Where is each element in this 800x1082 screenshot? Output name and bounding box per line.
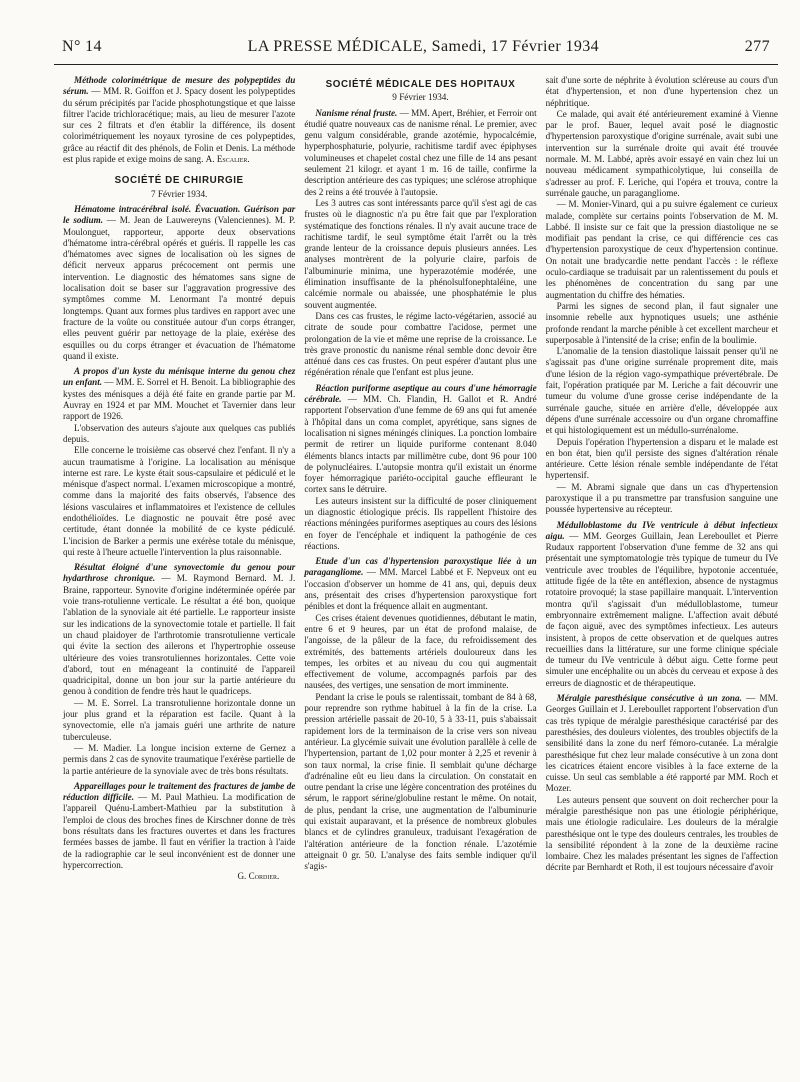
abstract-text: — MM. Marcel Labbé et F. Nepveux ont eu l'occasion d'observer un homme de 41 ans, qui, depuis deux ans, présentait des crises d'hypertension paroxystique fort pénibles et dont la fréquence allait en augmentant. — [304, 567, 537, 612]
abstract-title: Méralgie paresthésique consécutive à un zona. — [556, 693, 742, 704]
journal-title: LA PRESSE MÉDICALE, Samedi, 17 Février 1934 — [247, 38, 600, 55]
abstract-title: Hématome intracérébral isolé. Évacuation. Guérison par le sodium. — [63, 203, 296, 226]
header-rule — [54, 64, 778, 65]
abstract-title: Médulloblastome du IVe ventricule à début infectieux aigu. — [545, 519, 778, 541]
abstract-title: Méthode colorimétrique de mesure des polypeptides du sérum. — [63, 75, 296, 97]
abstract-paragraph — [546, 520, 778, 689]
abstract-text: — M. Paul Mathieu. La modification de l'appareil Quénu-Lambert-Mathieu par la substitution à l'emploi de clous des broches fines de Kirschner donne de très bons résultats dans les fractures ouvertes et dans les fractures fermées basses de jambe. Il faut en vérifier la traction à l'aide de la radiographie car le seul inconvénient est de donner une hypercorrection. — [63, 792, 296, 870]
issue-number: N° 14 — [62, 38, 102, 55]
body-paragraph: sait d'une sorte de néphrite à évolution scléreuse au cours d'un état d'hypertension, et non d'une hypertension chez un néphritique. — [545, 75, 778, 108]
body-paragraph: — M. E. Sorrel. La transrotulienne horizontale donne un jour plus grand et la réparation est facile. Quant à la synovectomie, elle n'a jamais guéri une arthrite de nature tuberculeuse. — [63, 697, 296, 742]
body-paragraph: — M. Monier-Vinard, qui a pu suivre également ce curieux malade, complète sur certains points l'observation de M. M. Labbé. Il insiste sur ce fait que la pression diastolique ne se modifiait pas pendant la crise, ce qui différencie ces cas d'hypertension paroxystique de ceux d'hypertension continue. On notait une bradycardie nette pendant l'accès : le réflexe oculo-cardiaque se traduisait par un ralentissement du pouls et les phénomènes de concentration du sang par une augmentation du chiffre des hématies. — [545, 199, 778, 300]
running-header — [54, 38, 778, 60]
body-paragraph: Les 3 autres cas sont intéressants parce qu'il s'est agi de cas frustes où le diagnostic n'a pu être fait que par l'exploration systématique des fonctions rénales. Il n'y avait aucune trace de rachitisme tardif, le seul symptôme était l'arrêt ou la très grande lenteur de la croissance depuis plusieurs années. Les analyses montrèrent de la polyurie claire, parfois de l'albuminurie minima, une hyperazotémie modérée, une élimination insuffisante de la phénolsulfonephtaléine, une calcémie normale ou abaissée, une phosphatémie le plus souvent augmentée. — [304, 197, 537, 310]
signature: G. Cordier. — [237, 871, 280, 882]
abstract-title: Etude d'un cas d'hypertension paroxystique liée à un paragangliome. — [304, 556, 537, 578]
abstract-paragraph — [546, 693, 778, 795]
body-paragraph: Depuis l'opération l'hypertension a disparu et le malade est en bon état, bien qu'il persiste des signes d'altération rénale antérieure. Cette lésion rénale semble indépendante de l'état hypertensif. — [545, 436, 778, 481]
abstract-paragraph — [63, 562, 295, 698]
column-3 — [546, 75, 778, 882]
text-columns — [54, 75, 778, 882]
abstract-title: Réaction puriforme aseptique au cours d'une hémorragie cérébrale. — [304, 382, 537, 405]
abstract-paragraph — [63, 366, 295, 422]
abstract-text: — MM. Georges Guillain et J. Lereboullet rapportent l'observation d'un cas très typique de méralgie paresthésique caractérisé par des paresthésies, des douleurs violentes, des troubles objectifs de la sensibilité dans la zone du nerf fémoro-cutanée. La méralgie paresthésique fut chez leur malade consécutive à un zona dont les cicatrices étaient encore visibles à la face externe de la cuisse. Un seul cas semblable a été rapporté par MM. Roch et Mozer. — [545, 693, 778, 794]
abstract-paragraph — [304, 108, 536, 198]
abstract-text: — MM. Ch. Flandin, H. Gallot et R. André rapportent l'observation d'une femme de 69 ans qui fut amenée à l'hôpital dans un coma complet, apyrétique, sans signes de localisation ni signes méningés cliniques. La ponction lombaire permit de retirer un liquide puriforme contenant 8.040 éléments blancs intacts par millimètre cube, dont 96 pour 100 de polynucléaires. L'autopsie montra qu'il existait un énorme foyer hémorragique pariéto-occipital gauche effleurant le cortex sans le détruire. — [304, 394, 537, 495]
abstract-paragraph — [63, 75, 295, 165]
body-paragraph: Pendant la crise le pouls se ralentissait, tombant de 84 à 68, pour reprendre son rythme habituel à la fin de la crise. La pression artérielle passait de 20-10, 5 à 33-11, puis s'abaissait rapidement lors de la terminaison de la crise vers son niveau antérieur. La glycémie suivait une évolution parallèle à celle de l'hypertension, partant de 1,02 pour monter à 2,25 et revenir à son taux normal, la crise finie. Il semblait qu'une décharge d'adrénaline eût eu lieu dans la circulation. On constatait en outre pendant la crise une légère concentration des protéines du sérum, le rapport sérine/globuline restant le même. On notait, de plus, pendant la crise, une augmentation de l'albuminurie qui existait auparavant, et la présence de nombreux globules blancs et de cylindres granuleux, traduisant l'exagération de l'altération antérieure de la fonction rénale. L'azotémie atteignait 0 gr. 50. L'analyse des faits semble indiquer qu'il s'agis- — [304, 691, 537, 872]
body-paragraph: L'observation des auteurs s'ajoute aux quelques cas publiés depuis. — [63, 422, 296, 444]
body-paragraph: Parmi les signes de second plan, il faut signaler une insomnie rebelle aux hypnotiques usuels; une asthénie profonde rendant la marche pénible à cet excellent marcheur et superposable à l'intensité de la crise; enfin de la boulimie. — [545, 300, 778, 345]
body-paragraph: Elle concerne le troisième cas observé chez l'enfant. Il n'y a aucun traumatisme à l'origine. La localisation au ménisque interne est rare. Le kyste était sous-capsulaire et pédiculé et le ménisque d'aspect normal. L'examen microscopique a montré, comme dans la majorité des faits observés, l'absence des lésions vasculaires et inflammatoires et l'existence de cellules endothélioïdes. Le diagnostic ne pouvait être posé avec certitude, étant donnée la mobilité de ce kyste pédiculé. L'incision de Barker a permis une exérèse totale du ménisque, qui reste à l'heure actuelle l'intervention la plus raisonnable. — [63, 445, 296, 557]
abstract-text: — M. Raymond Bernard. M. J. Braine, rapporteur. Synovite d'origine indéterminée opérée par voie trans-rotulienne verticale. Le résultat a été bon, quoique l'ablation de la synoviale ait été partielle. Le rapporteur insiste sur les indications de la synovectomie totale et partielle. Il fait un chaud plaidoyer de l'arthrotomie transrotulienne verticale qui évite la section des ailerons et l'hypertrophie osseuse ultérieure des voies transrotuliennes horizontales. Cette voie d'abord, tout en ménageant la continuité de l'appareil quadricipital, donne un bon jour sur la partie antérieure du genou à condition de fendre très haut le quadriceps. — [63, 573, 296, 697]
body-paragraph: Les auteurs pensent que souvent on doit rechercher pour la méralgie paresthésique non pas une étiologie périphérique, mais une étiologie radiculaire. Les douleurs de la méralgie paresthésique ont le type des douleurs centrales, les troubles de la sensibilité répondent à la zone de la deuxième racine lombaire. Chez les malades présentant les signes de l'affection décrite par Bernhardt et Roth, il est toujours nécessaire d'avoir — [545, 794, 778, 873]
abstract-title: Résultat éloigné d'une synovectomie du genou pour hydarthrose chronique. — [63, 562, 296, 584]
abstract-text: — MM. Apert, Bréhier, et Ferroir ont étudié quatre nouveaux cas de nanisme rénal. Le premier, avec genu valgum considérable, grande azotémie, hypocalcémie, hyperphosphaturie, polyurie, rachitisme tardif avec épiphyses volumineuses et chapelet costal chez une fille de 14 ans pesant seulement 21 kilogr. et ayant 1 m. 16 de taille, confirme la description antérieure des cas typiques; une sclérose atrophique des 2 reins a été trouvée à l'autopsie. — [304, 107, 537, 197]
signature: A. Escalier. — [205, 154, 250, 165]
body-paragraph: — M. Madier. La longue incision externe de Gernez a permis dans 2 cas de synovite traumatique l'exérèse partielle de la partie antérieure de la synoviale avec de très bons résultats. — [63, 742, 296, 776]
column-2 — [304, 75, 536, 882]
abstract-paragraph — [304, 556, 536, 612]
section-title: SOCIÉTÉ MÉDICALE DES HOPITAUX — [325, 79, 516, 90]
abstract-title: Nanisme rénal fruste. — [315, 107, 398, 118]
abstract-text: — MM. Georges Guillain, Jean Lereboullet et Pierre Rudaux rapportent l'observation d'une femme de 32 ans qui présentait une symptomatologie très typique de tumeur du IVe ventricule avec troubles de l'équilibre, hypotonie accentuée, attitude figée de la tête en antéflexion, absence de nystagmus rotatoire provoqué; la stase papillaire manquait. L'intervention montra qu'il s'agissait d'un médulloblastome, tumeur embryonnaire extrêmement maligne. L'affection avait débuté de façon aiguë, avec des symptômes infectieux. Les auteurs insistent, à propos de cette observation et de quelques autres recueillies dans la littérature, sur une forme clinique spéciale de tumeur du IVe ventricule à début aigu. Cette forme peut simuler une encéphalite ou un abcès du cerveau et expose à des erreurs de diagnostic et de thérapeutique. — [545, 530, 778, 688]
abstract-text: — MM. R. Goiffon et J. Spacy dosent les polypeptides du sérum précipités par l'acide phosphotungstique et que laisse filtrer l'acide trichloracétique; mais, au lieu de mesurer l'azote sur ces 2 filtrats et d'en établir la différence, ils dosent colorimétriquement les noyaux tyrosine de ces polypeptides, grâce au réactif dit des phénols, de Folin et Denis. La méthode est plus rapide et exige moins de sang. — [63, 86, 296, 165]
body-paragraph: Les auteurs insistent sur la difficulté de poser cliniquement un diagnostic étiologique précis. Ils rappellent l'histoire des réactions méningées puriformes aseptiques au cours des lésions en foyer de l'encéphale et indiquent la pathogénie de ces réactions. — [304, 495, 537, 551]
section-date: 7 Février 1934. — [150, 188, 208, 199]
abstract-paragraph — [63, 781, 295, 871]
abstract-text: — M. Jean de Lauwereyns (Valenciennes). M. P. Moulonguet, rapporteur, apporte deux observations d'hématome intra-cérébral opérés et guéris. Il rappelle les cas d'hématomes avec signes de localisation où les signes de déficit nerveux apparus précocement ont permis une intervention. Le diagnostic des hématomes sans signe de localisation doit se baser sur l'aggravation progressive des symptômes comme M. Lenormant l'a montré depuis longtemps. Quant aux formes plus tardives en rapport avec une fracture de la voûte ou constituée autour d'un corps étranger, elles peuvent guérir par nettoyage de la plaie, exérèse des esquilles ou du corps étranger et évacuation de l'hématome quand il existe. — [63, 215, 296, 361]
column-1 — [63, 75, 295, 882]
page-number: 277 — [744, 38, 770, 55]
abstract-title: A propos d'un kyste du ménisque interne du genou chez un enfant. — [63, 366, 296, 388]
abstract-paragraph — [304, 383, 536, 496]
abstract-text: — MM. E. Sorrel et H. Benoit. La bibliographie des kystes des ménisques a déjà été faite en grande partie par M. Auvray en 1924 et par MM. Mouchet et Tavernier dans leur rapport de 1926. — [63, 377, 296, 422]
abstract-paragraph — [63, 204, 295, 362]
abstract-title: Appareillages pour le traitement des fractures de jambe de réduction difficile. — [63, 780, 296, 803]
section-title: SOCIÉTÉ DE CHIRURGIE — [114, 175, 244, 187]
body-paragraph: Ce malade, qui avait été antérieurement examiné à Vienne par le prof. Bauer, lequel avait posé le diagnostic d'hypertension paroxystique d'origine surrénale, avait subi une intervention sur la surrénale droite qui avait été trouvée normale. M. M. Labbé, après avoir essayé en vain chez lui un nouveau médicament sympathicolytique, lui conseilla de s'adresser au prof. F. Leriche, qui l'opéra et trouva, contre la surrénale gauche, un paragangliome. — [545, 108, 778, 198]
section-date: 9 Février 1934. — [392, 92, 449, 103]
body-paragraph: Ces crises étaient devenues quotidiennes, débutant le matin, entre 6 et 9 heures, par un état de profond malaise, de l'angoisse, de la pâleur de la face, du refroidissement des extrémités, des battements artériels douloureux dans les tempes, les orbites et au niveau du cou qui augmentait effectivement de volume, accompagnés parfois par des nausées, des vertiges, une sensation de mort imminente. — [304, 612, 537, 691]
body-paragraph: — M. Abrami signale que dans un cas d'hypertension paroxystique il a pu transmettre par transfusion sanguine une poussée hypertensive au récepteur. — [545, 481, 778, 515]
body-paragraph: Dans ces cas frustes, le régime lacto-végétarien, associé au citrate de soude pour combattre l'acidose, permet une prolongation de la vie et même une reprise de la croissance. Le très grave pronostic du nanisme rénal semble donc devoir être atténué dans ces cas frustes. On peut espérer d'autant plus une régénération rénale que l'enfant est plus jeune. — [304, 310, 537, 378]
body-paragraph: L'anomalie de la tension diastolique laissait penser qu'il ne s'agissait pas d'une origine surrénale proprement dite, mais d'une lésion de la région vago-sympathique prévertébrale. De fait, l'opération pratiquée par M. Leriche a fait découvrir une tumeur du volume d'une grosse cerise indépendante de la surrénale gauche, située en arrière d'elle, développée aux dépens d'une surrénale accessoire ou d'un organe chromaffine et qui histologiquement est un médullo-surrénalome. — [545, 346, 778, 436]
